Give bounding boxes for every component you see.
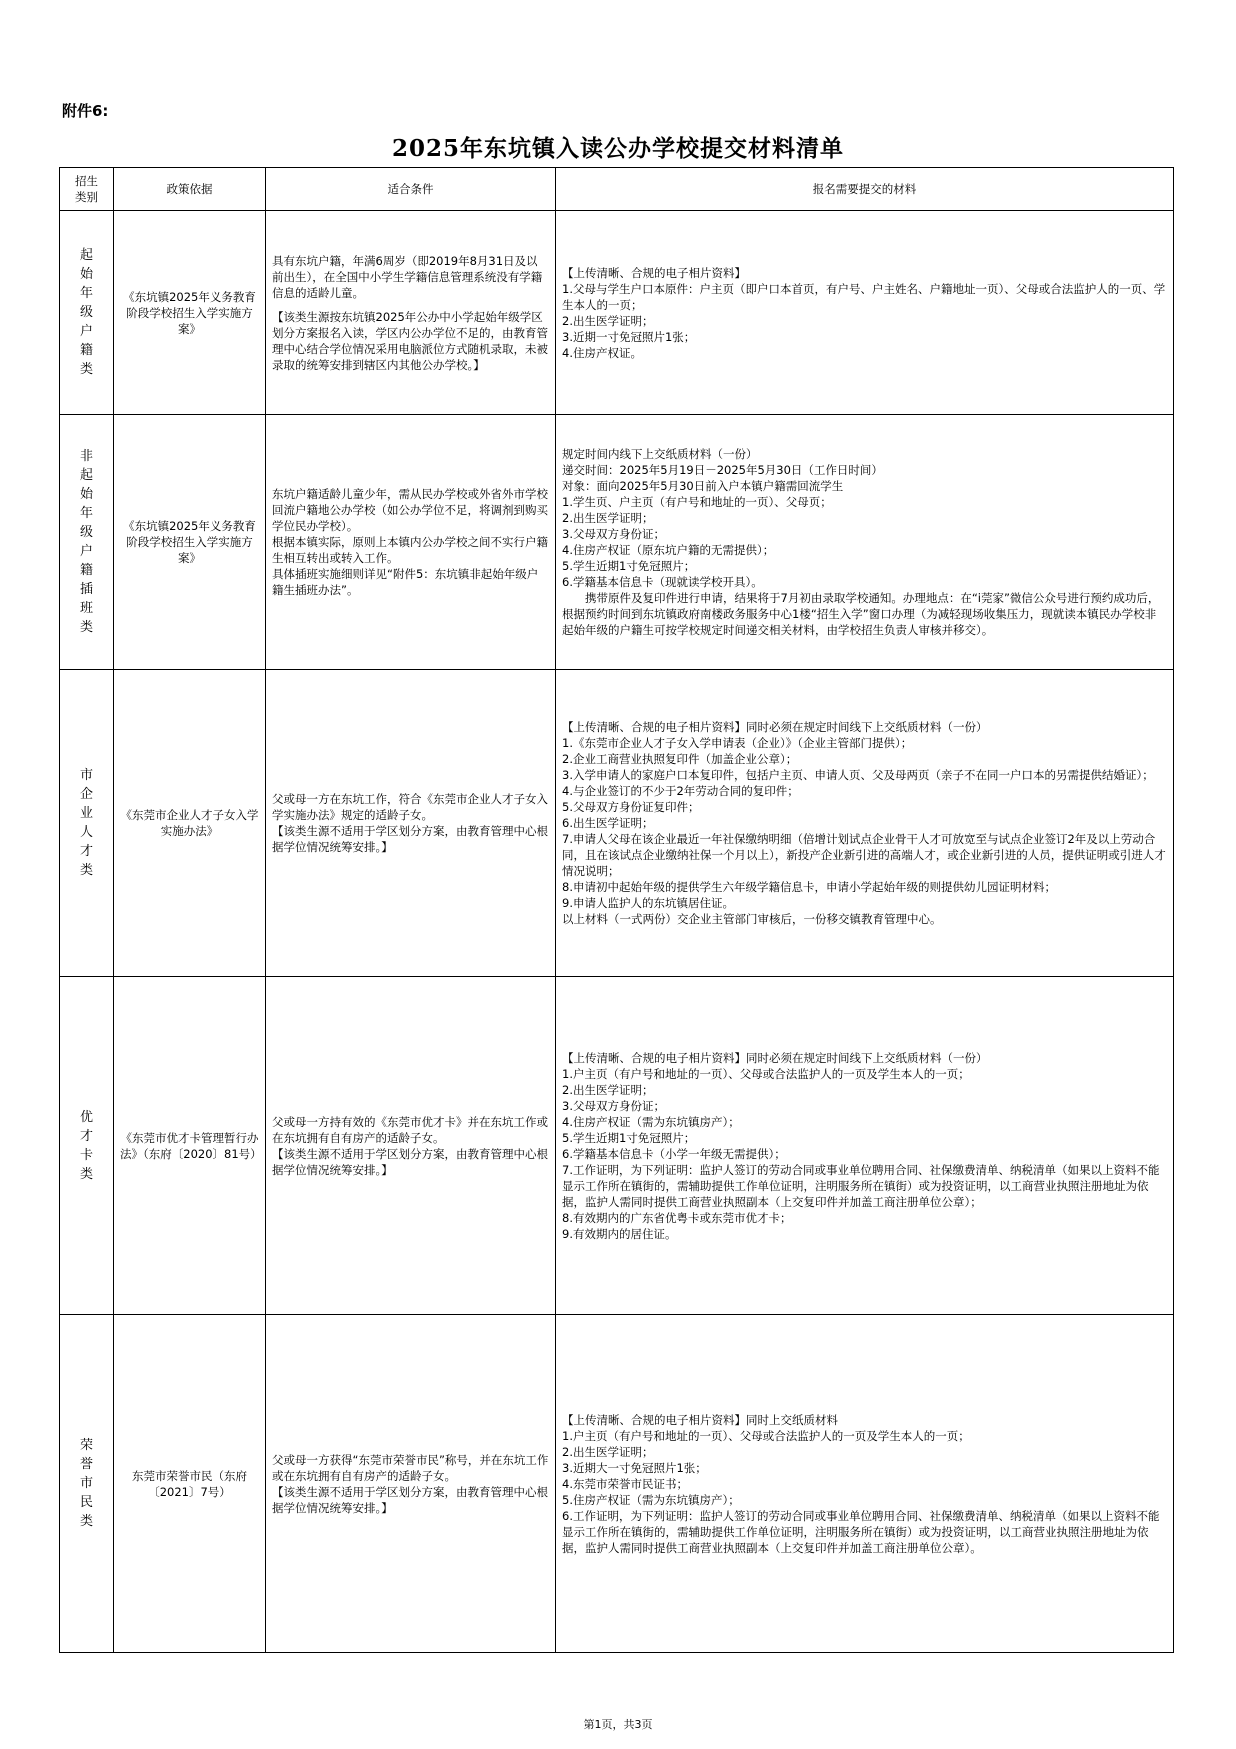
- material-item: 5.父母双方身份证复印件；: [562, 800, 700, 814]
- material-item: 4.住房产权证（原东坑户籍的无需提供）；: [562, 543, 775, 557]
- conditions-cell: [266, 211, 556, 415]
- material-item: 3.父母双方身份证；: [562, 1098, 665, 1113]
- table-row: [60, 670, 1174, 977]
- table-row: [60, 211, 1174, 415]
- material-item: 3.入学申请人的家庭户口本复印件，包括户主页、申请人页、父及母两页（亲子不在同一户口本的另需提供结婚证）；: [562, 768, 1154, 782]
- category-cell: 荣誉市民类: [60, 1315, 114, 1653]
- material-item: 递交时间：2025年5月19日－2025年5月30日（工作日时间）: [562, 463, 883, 477]
- material-item: 5.住房产权证（需为东坑镇房产）；: [562, 1492, 740, 1507]
- material-item: 4.东莞市荣誉市民证书；: [562, 1476, 688, 1491]
- attachment-label: 附件6:: [62, 102, 109, 120]
- material-item: 9.申请人监护人的东坑镇居住证。: [562, 896, 734, 910]
- material-item: 7.工作证明，为下列证明：监护人签订的劳动合同或事业单位聘用合同、社保缴费清单、纳税清单（如果以上资料不能显示工作所在镇街的，需辅助提供工作单位证明，注明服务所在镇街）或为投资证明，以工商营业执照注册地址为依据，监护人需同时提供工商营业执照副本（上交复印件并加盖工商注册单位公章）；: [562, 1162, 1160, 1209]
- material-item: 4.住房产权证（需为东坑镇房产）；: [562, 1114, 740, 1129]
- category-cell: 非起始年级户籍插班类: [60, 415, 114, 670]
- material-item: 8.有效期内的广东省优粤卡或东莞市优才卡；: [562, 1210, 792, 1225]
- material-item: 4.与企业签订的不少于2年劳动合同的复印件；: [562, 784, 799, 798]
- material-item: 5.学生近期1寸免冠照片；: [562, 1130, 696, 1145]
- material-note: 携带原件及复印件进行申请，结果将于7月初由录取学校通知。办理地点：在“i莞家”微信公众号进行预约成功后，根据预约时间到东坑镇政府南楼政务服务中心1楼“招生入学”窗口办理（为减轻现场收集压力，现就读本镇民办学校非起始年级的户籍生可按学校规定时间递交相关材料，由学校招生负责人审核并移交）。: [562, 591, 1160, 637]
- material-item: 4.住房产权证。: [562, 345, 642, 360]
- material-item: 7.申请人父母在该企业最近一年社保缴纳明细（倍增计划试点企业骨干人才可放宽至与试点企业签订2年及以上劳动合同，且在该试点企业缴纳社保一个月以上），新投产企业新引进的高端人才，或企业新引进的人员，提供证明或引进人才情况说明；: [562, 832, 1166, 878]
- material-item: 5.学生近期1寸免冠照片；: [562, 559, 696, 573]
- material-item: 6.学籍基本信息卡（现就读学校开具）。: [562, 575, 763, 589]
- material-item: 6.学籍基本信息卡（小学一年级无需提供）；: [562, 1146, 786, 1161]
- category-cell: 优才卡类: [60, 977, 114, 1315]
- category-cell: 起始年级户籍类: [60, 211, 114, 415]
- conditions-cell: [266, 1315, 556, 1653]
- col-header-conditions: 适合条件: [266, 168, 556, 211]
- condition-text: 具体插班实施细则详见“附件5：东坑镇非起始年级户籍生插班办法”。: [272, 567, 539, 597]
- policy-cell: 《东莞市企业人才子女入学实施办法》: [114, 670, 266, 977]
- condition-text: 东坑户籍适龄儿童少年，需从民办学校或外省外市学校回流户籍地公办学校（如公办学位不足，将调剂到购买学位民办学校）。: [272, 487, 548, 533]
- condition-note: 【该类生源按东坑镇2025年公办中小学起始年级学区划分方案报名入读，学区内公办学位不足的，由教育管理中心结合学位情况采用电脑派位方式随机录取，未被录取的统筹安排到辖区内其他公办学校。】: [272, 309, 548, 372]
- condition-text: 父或母一方在东坑工作，符合《东莞市企业人才子女入学实施办法》规定的适龄子女。: [272, 792, 548, 822]
- material-item: 6.工作证明，为下列证明：监护人签订的劳动合同或事业单位聘用合同、社保缴费清单、纳税清单（如果以上资料不能显示工作所在镇街的，需辅助提供工作单位证明，注明服务所在镇街）或为投资证明，以工商营业执照注册地址为依据，监护人需同时提供工商营业执照副本（上交复印件并加盖工商注册单位公章）。: [562, 1508, 1160, 1555]
- condition-text: 父或母一方持有效的《东莞市优才卡》并在东坑工作或在东坑拥有自有房产的适龄子女。: [272, 1114, 548, 1145]
- material-note: 以上材料（一式两份）交企业主管部门审核后，一份移交镇教育管理中心。: [562, 912, 942, 926]
- material-item: 6.出生医学证明；: [562, 816, 654, 830]
- material-item: 1.父母与学生户口本原件：户主页（即户口本首页，有户号、户主姓名、户籍地址一页）、父母或合法监护人的一页、学生本人的一页；: [562, 281, 1166, 312]
- material-item: 2.出生医学证明；: [562, 511, 654, 525]
- material-item: 8.申请初中起始年级的提供学生六年级学籍信息卡，申请小学起始年级的则提供幼儿园证明材料；: [562, 880, 1056, 894]
- condition-text: 具有东坑户籍，年满6周岁（即2019年8月31日及以前出生），在全国中小学生学籍信息管理系统没有学籍信息的适龄儿童。: [272, 253, 543, 300]
- material-item: 【上传清晰、合规的电子相片资料】: [562, 265, 746, 280]
- material-item: 【上传清晰、合规的电子相片资料】同时必须在规定时间线下上交纸质材料（一份）: [562, 720, 988, 734]
- table-row: [60, 977, 1174, 1315]
- conditions-cell: [266, 977, 556, 1315]
- table-row: [60, 1315, 1174, 1653]
- material-item: 1.《东莞市企业人才子女入学申请表（企业）》（企业主管部门提供）；: [562, 736, 913, 750]
- page-title: 2025年东坑镇入读公办学校提交材料清单: [391, 135, 844, 162]
- material-item: 3.近期大一寸免冠照片1张；: [562, 1460, 707, 1475]
- material-item: 3.父母双方身份证；: [562, 527, 665, 541]
- material-item: 2.出生医学证明；: [562, 313, 654, 328]
- policy-cell: 《东莞市优才卡管理暂行办法》（东府〔2020〕81号）: [114, 977, 266, 1315]
- condition-note: 【该类生源不适用于学区划分方案，由教育管理中心根据学位情况统筹安排。】: [272, 1146, 548, 1177]
- policy-cell: 《东坑镇2025年义务教育阶段学校招生入学实施方案》: [114, 211, 266, 415]
- col-header-category: 招生类别: [60, 168, 114, 211]
- material-item: 对象：面向2025年5月30日前入户本镇户籍需回流学生: [562, 479, 844, 493]
- material-item: 【上传清晰、合规的电子相片资料】同时必须在规定时间线下上交纸质材料（一份）: [562, 1050, 988, 1065]
- condition-note: 【该类生源不适用于学区划分方案，由教育管理中心根据学位情况统筹安排。】: [272, 1484, 548, 1515]
- condition-note: 【该类生源不适用于学区划分方案，由教育管理中心根据学位情况统筹安排。】: [272, 824, 548, 854]
- material-item: 1.学生页、户主页（有户号和地址的一页）、父母页；: [562, 495, 832, 509]
- material-item: 【上传清晰、合规的电子相片资料】同时上交纸质材料: [562, 1412, 838, 1427]
- table-header-row: [60, 168, 1174, 211]
- condition-text: 根据本镇实际，原则上本镇内公办学校之间不实行户籍生相互转出或转入工作。: [272, 535, 548, 565]
- category-cell: 市企业人才类: [60, 670, 114, 977]
- material-item: 1.户主页（有户号和地址的一页）、父母或合法监护人的一页及学生本人的一页；: [562, 1428, 970, 1443]
- conditions-cell: [266, 415, 556, 670]
- materials-cell: [556, 670, 1174, 977]
- materials-cell: [556, 211, 1174, 415]
- col-header-policy: 政策依据: [114, 168, 266, 211]
- condition-text: 父或母一方获得“东莞市荣誉市民”称号，并在东坑工作或在东坑拥有自有房产的适龄子女。: [272, 1452, 549, 1483]
- materials-cell: [556, 1315, 1174, 1653]
- material-item: 2.出生医学证明；: [562, 1444, 654, 1459]
- materials-cell: [556, 977, 1174, 1315]
- conditions-cell: [266, 670, 556, 977]
- page-footer: 第1页，共3页: [583, 1718, 653, 1731]
- material-item: 9.有效期内的居住证。: [562, 1226, 677, 1241]
- materials-cell: [556, 415, 1174, 670]
- material-item: 2.出生医学证明；: [562, 1082, 654, 1097]
- material-item: 规定时间内线下上交纸质材料（一份）: [562, 447, 758, 461]
- policy-cell: 东莞市荣誉市民（东府〔2021〕7号）: [114, 1315, 266, 1653]
- table-row: [60, 415, 1174, 670]
- material-item: 2.企业工商营业执照复印件（加盖企业公章）；: [562, 752, 798, 766]
- material-item: 3.近期一寸免冠照片1张；: [562, 329, 696, 344]
- materials-table: [59, 167, 1174, 1653]
- material-item: 1.户主页（有户号和地址的一页）、父母或合法监护人的一页及学生本人的一页；: [562, 1066, 970, 1081]
- policy-cell: 《东坑镇2025年义务教育阶段学校招生入学实施方案》: [114, 415, 266, 670]
- col-header-materials: 报名需要提交的材料: [556, 168, 1174, 211]
